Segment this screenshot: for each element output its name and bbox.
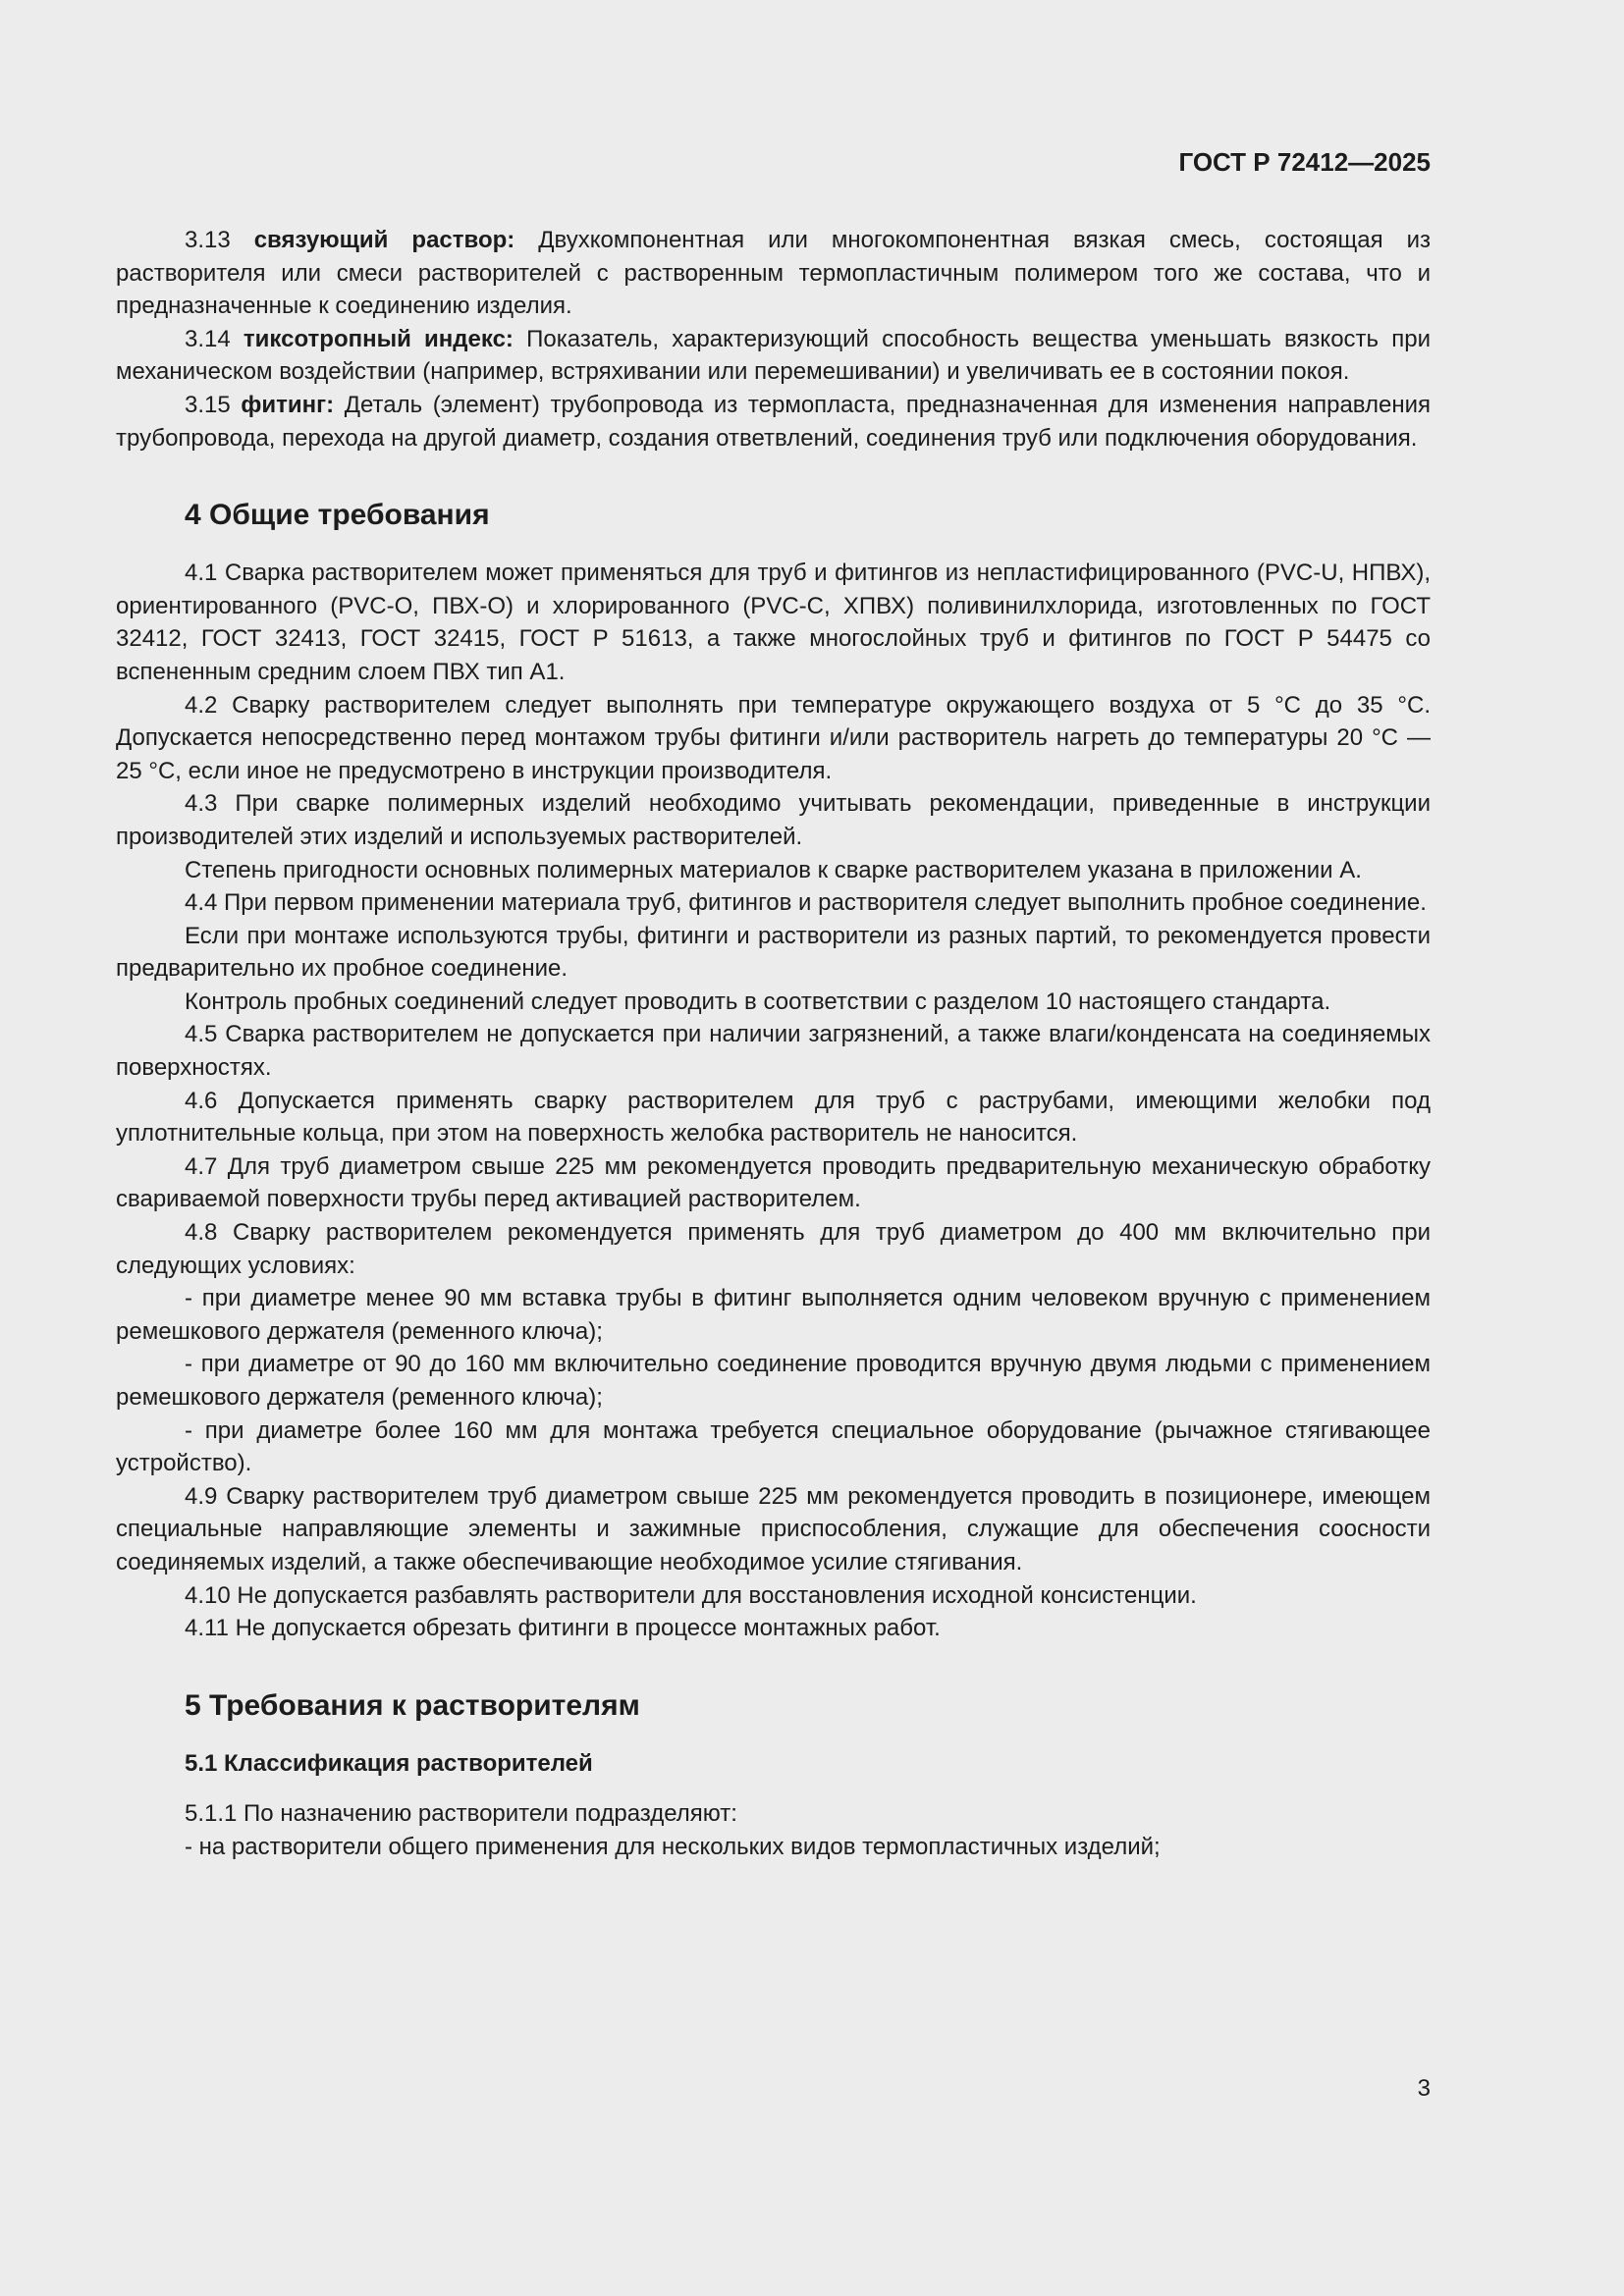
paragraph-5-1-1: 5.1.1 По назначению растворители подразделяют: [185,1800,737,1828]
paragraph-4-1: 4.1 Сварка растворителем может применяться для труб и фитингов из непластифицированного (PVC-U, НПВХ), ориентированного (PVC-O, ПВХ-O) и хлорированного (PVC-C, ХПВХ) поливинилхлорида, изготовленных по ГОСТ 32412, ГОСТ 32413, ГОСТ 32415, ГОСТ Р 51613, а также многослойных труб и фитингов по ГОСТ Р 54475 со вспененным средним слоем ПВХ тип А1. [116,560,1431,685]
page-number: 3 [1417,2075,1431,2102]
paragraph-4-4: 4.4 При первом применении материала труб, фитингов и растворителя следует выполнить пробное соединение. [185,889,1427,917]
definition-number: 3.13 [185,227,231,253]
definition-text: Показатель, характеризующий способность вещества уменьшать вязкость при механическом воздействии (например, встряхивании или перемешивании) и увеличивать ее в состоянии покоя. [116,325,1431,386]
paragraph-4-10: 4.10 Не допускается разбавлять растворители для восстановления исходной консистенции. [185,1581,1197,1609]
section-5-heading: 5 Требования к растворителям [185,1688,640,1722]
paragraph-4-9: 4.9 Сварку растворителем труб диаметром свыше 225 мм рекомендуется проводить в позиционере, имеющем специальные направляющие элементы и зажимные приспособления, служащие для обеспечения соосности соединяемых изделий, а также обеспечивающие необходимое усилие стягивания. [116,1482,1431,1575]
paragraph-4-8: 4.8 Сварку растворителем рекомендуется применять для труб диаметром до 400 мм включительно при следующих условиях: [116,1219,1431,1279]
definition-3-15 [116,389,1431,454]
definition-number: 3.15 [185,391,231,418]
subsection-5-1-heading: 5.1 Классификация растворителей [185,1749,593,1777]
paragraph-4-6: 4.6 Допускается применять сварку растворителем для труб с раструбами, имеющими желобки под уплотнительные кольца, при этом на поверхность желобка растворитель не наносится. [116,1087,1431,1148]
paragraph-4-5: 4.5 Сварка растворителем не допускается при наличии загрязнений, а также влаги/конденсата на соединяемых поверхностях. [116,1021,1431,1082]
document-body [116,224,1431,1864]
list-item: - на растворители общего применения для нескольких видов термопластичных изделий; [185,1833,1161,1860]
paragraph-4-7: 4.7 Для труб диаметром свыше 225 мм рекомендуется проводить предварительную механическую обработку свариваемой поверхности трубы перед активацией растворителем. [116,1152,1431,1213]
definition-term: связующий раствор: [253,227,515,253]
paragraph-4-11: 4.11 Не допускается обрезать фитинги в процессе монтажных работ. [185,1615,941,1642]
paragraph-4-4-batches: Если при монтаже используются трубы, фитинги и растворители из разных партий, то рекомендуется провести предварительно их пробное соединение. [116,922,1431,983]
paragraph-4-3-note: Степень пригодности основных полимерных материалов к сварке растворителем указана в приложении А. [185,856,1362,883]
list-item: - при диаметре менее 90 мм вставка трубы в фитинг выполняется одним человеком вручную с применением ремешкового держателя (ременного ключа); [116,1285,1431,1345]
paragraph-4-2: 4.2 Сварку растворителем следует выполнять при температуре окружающего воздуха от 5 °С до 35 °С. Допускается непосредственно перед монтажом трубы фитинги и/или растворитель нагреть до температуры 20 °С — 25 °С, если иное не предусмотрено в инструкции производителя. [116,691,1431,784]
definition-3-14 [116,323,1431,389]
definition-number: 3.14 [185,325,231,352]
paragraph-4-4-control: Контроль пробных соединений следует проводить в соответствии с разделом 10 настоящего стандарта. [185,988,1331,1015]
section-4-heading: 4 Общие требования [185,499,490,532]
list-item: - при диаметре более 160 мм для монтажа требуется специальное оборудование (рычажное стягивающее устройство). [116,1416,1431,1477]
definition-text: Двухкомпонентная или многокомпонентная вязкая смесь, состоящая из растворителя или смеси растворителей с растворенным термопластичным полимером того же состава, что и предназначенные к соединению изделия. [116,227,1432,320]
definition-3-13 [116,224,1431,323]
document-header: ГОСТ Р 72412—2025 [1178,147,1431,177]
paragraph-4-3: 4.3 При сварке полимерных изделий необходимо учитывать рекомендации, приведенные в инструкции производителей этих изделий и используемых растворителей. [116,790,1431,850]
definition-term: фитинг: [241,391,335,418]
definition-term: тиксотропный индекс: [243,325,514,352]
list-item: - при диаметре от 90 до 160 мм включительно соединение проводится вручную двумя людьми с применением ремешкового держателя (ременного ключа); [116,1351,1431,1411]
definition-text: Деталь (элемент) трубопровода из термопласта, предназначенная для изменения направления трубопровода, перехода на другой диаметр, создания ответвлений, соединения труб или подключения оборудования. [116,391,1432,452]
